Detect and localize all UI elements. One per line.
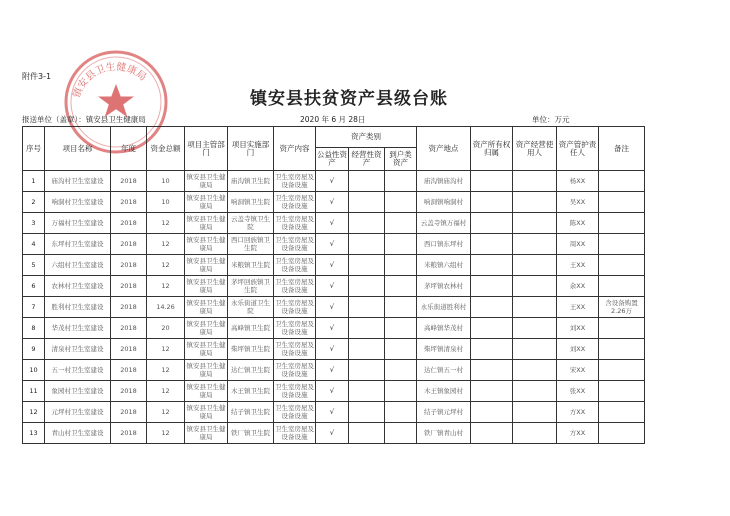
- cell-location: 柴坪镇清泉村: [417, 339, 471, 360]
- cell-household: [385, 171, 417, 192]
- cell-dept: 镇安县卫生健康局: [185, 276, 228, 297]
- header-manager: 资产管护责任人: [557, 127, 599, 171]
- cell-name: 庙沟村卫生室建设: [45, 171, 111, 192]
- cell-content: 卫生室房屋及设备设施: [274, 192, 316, 213]
- cell-manager: 宋XX: [557, 360, 599, 381]
- cell-owner: [471, 339, 513, 360]
- cell-location: 高峰镇华茂村: [417, 318, 471, 339]
- cell-dept: 镇安县卫生健康局: [185, 171, 228, 192]
- cell-owner: [471, 381, 513, 402]
- cell-dept: 镇安县卫生健康局: [185, 318, 228, 339]
- cell-name: 东坪村卫生室建设: [45, 234, 111, 255]
- cell-impl: 高峰镇卫生院: [228, 318, 274, 339]
- cell-user: [513, 339, 557, 360]
- cell-seq: 6: [23, 276, 45, 297]
- currency-unit: 单位：万元: [532, 115, 570, 124]
- cell-amount: 12: [147, 381, 185, 402]
- cell-name: 农林村卫生室建设: [45, 276, 111, 297]
- cell-name: 青山村卫生室建设: [45, 423, 111, 444]
- cell-seq: 11: [23, 381, 45, 402]
- cell-remark: [599, 213, 645, 234]
- cell-content: 卫生室房屋及设备设施: [274, 381, 316, 402]
- cell-manager: 方XX: [557, 402, 599, 423]
- cell-content: 卫生室房屋及设备设施: [274, 297, 316, 318]
- cell-remark: [599, 360, 645, 381]
- cell-content: 卫生室房屋及设备设施: [274, 423, 316, 444]
- cell-manager: 刘XX: [557, 318, 599, 339]
- cell-location: 庙沟镇庙沟村: [417, 171, 471, 192]
- cell-mark: √: [316, 234, 349, 255]
- cell-amount: 12: [147, 402, 185, 423]
- cell-seq: 12: [23, 402, 45, 423]
- header-cat-public: 公益性资产: [316, 148, 349, 171]
- cell-amount: 12: [147, 213, 185, 234]
- cell-name: 华茂村卫生室建设: [45, 318, 111, 339]
- cell-owner: [471, 213, 513, 234]
- cell-content: 卫生室房屋及设备设施: [274, 318, 316, 339]
- cell-amount: 12: [147, 276, 185, 297]
- cell-amount: 20: [147, 318, 185, 339]
- cell-manager: 王XX: [557, 255, 599, 276]
- header-remark: 备注: [599, 127, 645, 171]
- cell-user: [513, 276, 557, 297]
- cell-business: [349, 171, 385, 192]
- header-impl: 项目实施部门: [228, 127, 274, 171]
- cell-user: [513, 360, 557, 381]
- cell-name: 胜利村卫生室建设: [45, 297, 111, 318]
- cell-user: [513, 381, 557, 402]
- table-row: [23, 255, 645, 276]
- cell-name: 六组村卫生室建设: [45, 255, 111, 276]
- cell-household: [385, 255, 417, 276]
- header-year: 年度: [111, 127, 147, 171]
- header-category: 资产类别: [316, 127, 417, 148]
- cell-owner: [471, 276, 513, 297]
- cell-seq: 3: [23, 213, 45, 234]
- cell-content: 卫生室房屋及设备设施: [274, 171, 316, 192]
- cell-year: 2018: [111, 423, 147, 444]
- cell-user: [513, 402, 557, 423]
- cell-manager: 周XX: [557, 234, 599, 255]
- cell-name: 五一村卫生室建设: [45, 360, 111, 381]
- table-row: [23, 192, 645, 213]
- cell-amount: 12: [147, 339, 185, 360]
- cell-business: [349, 339, 385, 360]
- cell-amount: 12: [147, 255, 185, 276]
- table-row: [23, 234, 645, 255]
- header-user: 资产经营使用人: [513, 127, 557, 171]
- cell-impl: 达仁镇卫生院: [228, 360, 274, 381]
- cell-household: [385, 423, 417, 444]
- cell-seq: 8: [23, 318, 45, 339]
- cell-dept: 镇安县卫生健康局: [185, 360, 228, 381]
- cell-content: 卫生室房屋及设备设施: [274, 402, 316, 423]
- cell-year: 2018: [111, 381, 147, 402]
- table-row: [23, 213, 645, 234]
- cell-location: 响洞镇响洞村: [417, 192, 471, 213]
- cell-dept: 镇安县卫生健康局: [185, 192, 228, 213]
- cell-business: [349, 402, 385, 423]
- cell-dept: 镇安县卫生健康局: [185, 339, 228, 360]
- cell-amount: 14.26: [147, 297, 185, 318]
- header-content: 资产内容: [274, 127, 316, 171]
- table-row: [23, 339, 645, 360]
- cell-year: 2018: [111, 255, 147, 276]
- cell-impl: 云盖寺镇卫生院: [228, 213, 274, 234]
- cell-household: [385, 381, 417, 402]
- cell-remark: [599, 171, 645, 192]
- cell-seq: 9: [23, 339, 45, 360]
- table-row: [23, 402, 645, 423]
- cell-content: 卫生室房屋及设备设施: [274, 339, 316, 360]
- cell-household: [385, 318, 417, 339]
- cell-seq: 7: [23, 297, 45, 318]
- cell-remark: [599, 339, 645, 360]
- cell-user: [513, 297, 557, 318]
- report-date: 2020 年 6 月 28日: [300, 115, 366, 124]
- cell-remark: [599, 402, 645, 423]
- cell-business: [349, 255, 385, 276]
- cell-owner: [471, 171, 513, 192]
- cell-dept: 镇安县卫生健康局: [185, 297, 228, 318]
- cell-manager: 杨XX: [557, 171, 599, 192]
- cell-household: [385, 234, 417, 255]
- cell-mark: √: [316, 360, 349, 381]
- cell-owner: [471, 234, 513, 255]
- cell-impl: 柴坪镇卫生院: [228, 339, 274, 360]
- cell-user: [513, 318, 557, 339]
- cell-user: [513, 255, 557, 276]
- cell-name: 元坪村卫生室建设: [45, 402, 111, 423]
- table-row: [23, 360, 645, 381]
- header-location: 资产地点: [417, 127, 471, 171]
- header-cat-household: 到户类资产: [385, 148, 417, 171]
- cell-impl: 木王镇卫生院: [228, 381, 274, 402]
- cell-location: 结子镇元坪村: [417, 402, 471, 423]
- cell-name: 响洞村卫生室建设: [45, 192, 111, 213]
- cell-content: 卫生室房屋及设备设施: [274, 234, 316, 255]
- cell-remark: [599, 381, 645, 402]
- cell-mark: √: [316, 213, 349, 234]
- cell-seq: 4: [23, 234, 45, 255]
- header-owner: 资产所有权归属: [471, 127, 513, 171]
- cell-user: [513, 171, 557, 192]
- cell-year: 2018: [111, 192, 147, 213]
- cell-business: [349, 213, 385, 234]
- cell-mark: √: [316, 339, 349, 360]
- cell-dept: 镇安县卫生健康局: [185, 255, 228, 276]
- cell-remark: [599, 423, 645, 444]
- cell-year: 2018: [111, 402, 147, 423]
- cell-business: [349, 318, 385, 339]
- header-amount: 资金总额: [147, 127, 185, 171]
- reporting-unit: 报送单位（盖章）：镇安县卫生健康局: [22, 115, 146, 124]
- cell-impl: 铁厂镇卫生院: [228, 423, 274, 444]
- cell-manager: 王XX: [557, 297, 599, 318]
- cell-mark: √: [316, 171, 349, 192]
- header-name: 项目名称: [45, 127, 111, 171]
- cell-user: [513, 213, 557, 234]
- cell-amount: 12: [147, 423, 185, 444]
- cell-amount: 12: [147, 234, 185, 255]
- cell-impl: 茅坪回族镇卫生院: [228, 276, 274, 297]
- cell-remark: [599, 255, 645, 276]
- attachment-label: 附件3-1: [22, 72, 52, 81]
- cell-mark: √: [316, 276, 349, 297]
- table-body: [23, 171, 645, 444]
- cell-impl: 西口回族镇卫生院: [228, 234, 274, 255]
- cell-manager: 吴XX: [557, 192, 599, 213]
- cell-impl: 庙沟镇卫生院: [228, 171, 274, 192]
- cell-remark: [599, 318, 645, 339]
- cell-location: 木王镇象园村: [417, 381, 471, 402]
- cell-household: [385, 360, 417, 381]
- cell-business: [349, 423, 385, 444]
- table-row: [23, 381, 645, 402]
- cell-remark: [599, 276, 645, 297]
- cell-seq: 1: [23, 171, 45, 192]
- cell-remark: [599, 192, 645, 213]
- cell-business: [349, 234, 385, 255]
- cell-location: 茅坪镇农林村: [417, 276, 471, 297]
- cell-user: [513, 234, 557, 255]
- cell-content: 卫生室房屋及设备设施: [274, 213, 316, 234]
- cell-year: 2018: [111, 171, 147, 192]
- cell-business: [349, 276, 385, 297]
- cell-business: [349, 381, 385, 402]
- cell-manager: 刘XX: [557, 339, 599, 360]
- header-seq: 序号: [23, 127, 45, 171]
- cell-amount: 10: [147, 192, 185, 213]
- cell-seq: 13: [23, 423, 45, 444]
- cell-location: 铁厂镇青山村: [417, 423, 471, 444]
- cell-impl: 结子镇卫生院: [228, 402, 274, 423]
- cell-household: [385, 276, 417, 297]
- cell-manager: 方XX: [557, 423, 599, 444]
- table-row: [23, 423, 645, 444]
- cell-impl: 响洞镇卫生院: [228, 192, 274, 213]
- cell-owner: [471, 423, 513, 444]
- cell-year: 2018: [111, 318, 147, 339]
- table-header-row: [23, 127, 645, 148]
- cell-location: 达仁镇五一村: [417, 360, 471, 381]
- cell-location: 米粮镇六组村: [417, 255, 471, 276]
- cell-dept: 镇安县卫生健康局: [185, 234, 228, 255]
- cell-name: 象园村卫生室建设: [45, 381, 111, 402]
- cell-owner: [471, 402, 513, 423]
- cell-content: 卫生室房屋及设备设施: [274, 255, 316, 276]
- cell-location: 云盖寺镇万福村: [417, 213, 471, 234]
- cell-amount: 10: [147, 171, 185, 192]
- cell-household: [385, 213, 417, 234]
- page-title: 镇安县扶贫资产县级台账: [250, 89, 448, 109]
- cell-owner: [471, 318, 513, 339]
- cell-mark: √: [316, 255, 349, 276]
- cell-remark: [599, 234, 645, 255]
- cell-content: 卫生室房屋及设备设施: [274, 360, 316, 381]
- seal-text: 镇安县卫生健康局: [71, 61, 149, 100]
- cell-seq: 5: [23, 255, 45, 276]
- cell-business: [349, 360, 385, 381]
- cell-location: 永乐街道胜利村: [417, 297, 471, 318]
- header-cat-business: 经营性资产: [349, 148, 385, 171]
- cell-location: 西口镇东坪村: [417, 234, 471, 255]
- cell-mark: √: [316, 402, 349, 423]
- cell-remark: 含设备购置2.26万: [599, 297, 645, 318]
- cell-year: 2018: [111, 234, 147, 255]
- header-dept: 项目主管部门: [185, 127, 228, 171]
- cell-household: [385, 339, 417, 360]
- cell-owner: [471, 360, 513, 381]
- cell-year: 2018: [111, 339, 147, 360]
- table-row: [23, 318, 645, 339]
- cell-manager: 张XX: [557, 381, 599, 402]
- cell-manager: 余XX: [557, 276, 599, 297]
- cell-dept: 镇安县卫生健康局: [185, 213, 228, 234]
- cell-mark: √: [316, 297, 349, 318]
- cell-seq: 2: [23, 192, 45, 213]
- cell-dept: 镇安县卫生健康局: [185, 402, 228, 423]
- table-row: [23, 276, 645, 297]
- table-row: [23, 171, 645, 192]
- cell-content: 卫生室房屋及设备设施: [274, 276, 316, 297]
- cell-household: [385, 297, 417, 318]
- cell-name: 万福村卫生室建设: [45, 213, 111, 234]
- cell-business: [349, 297, 385, 318]
- cell-user: [513, 192, 557, 213]
- cell-dept: 镇安县卫生健康局: [185, 423, 228, 444]
- cell-household: [385, 402, 417, 423]
- asset-ledger-table: [22, 126, 645, 444]
- cell-impl: 米粮镇卫生院: [228, 255, 274, 276]
- cell-amount: 12: [147, 360, 185, 381]
- cell-business: [349, 192, 385, 213]
- cell-mark: √: [316, 423, 349, 444]
- cell-year: 2018: [111, 360, 147, 381]
- cell-household: [385, 192, 417, 213]
- cell-year: 2018: [111, 213, 147, 234]
- cell-owner: [471, 192, 513, 213]
- cell-mark: √: [316, 192, 349, 213]
- cell-seq: 10: [23, 360, 45, 381]
- cell-year: 2018: [111, 276, 147, 297]
- cell-owner: [471, 297, 513, 318]
- cell-owner: [471, 255, 513, 276]
- table-row: [23, 297, 645, 318]
- cell-manager: 陈XX: [557, 213, 599, 234]
- cell-mark: √: [316, 381, 349, 402]
- cell-year: 2018: [111, 297, 147, 318]
- cell-impl: 永乐街道卫生院: [228, 297, 274, 318]
- cell-user: [513, 423, 557, 444]
- cell-mark: √: [316, 318, 349, 339]
- cell-name: 清泉村卫生室建设: [45, 339, 111, 360]
- cell-dept: 镇安县卫生健康局: [185, 381, 228, 402]
